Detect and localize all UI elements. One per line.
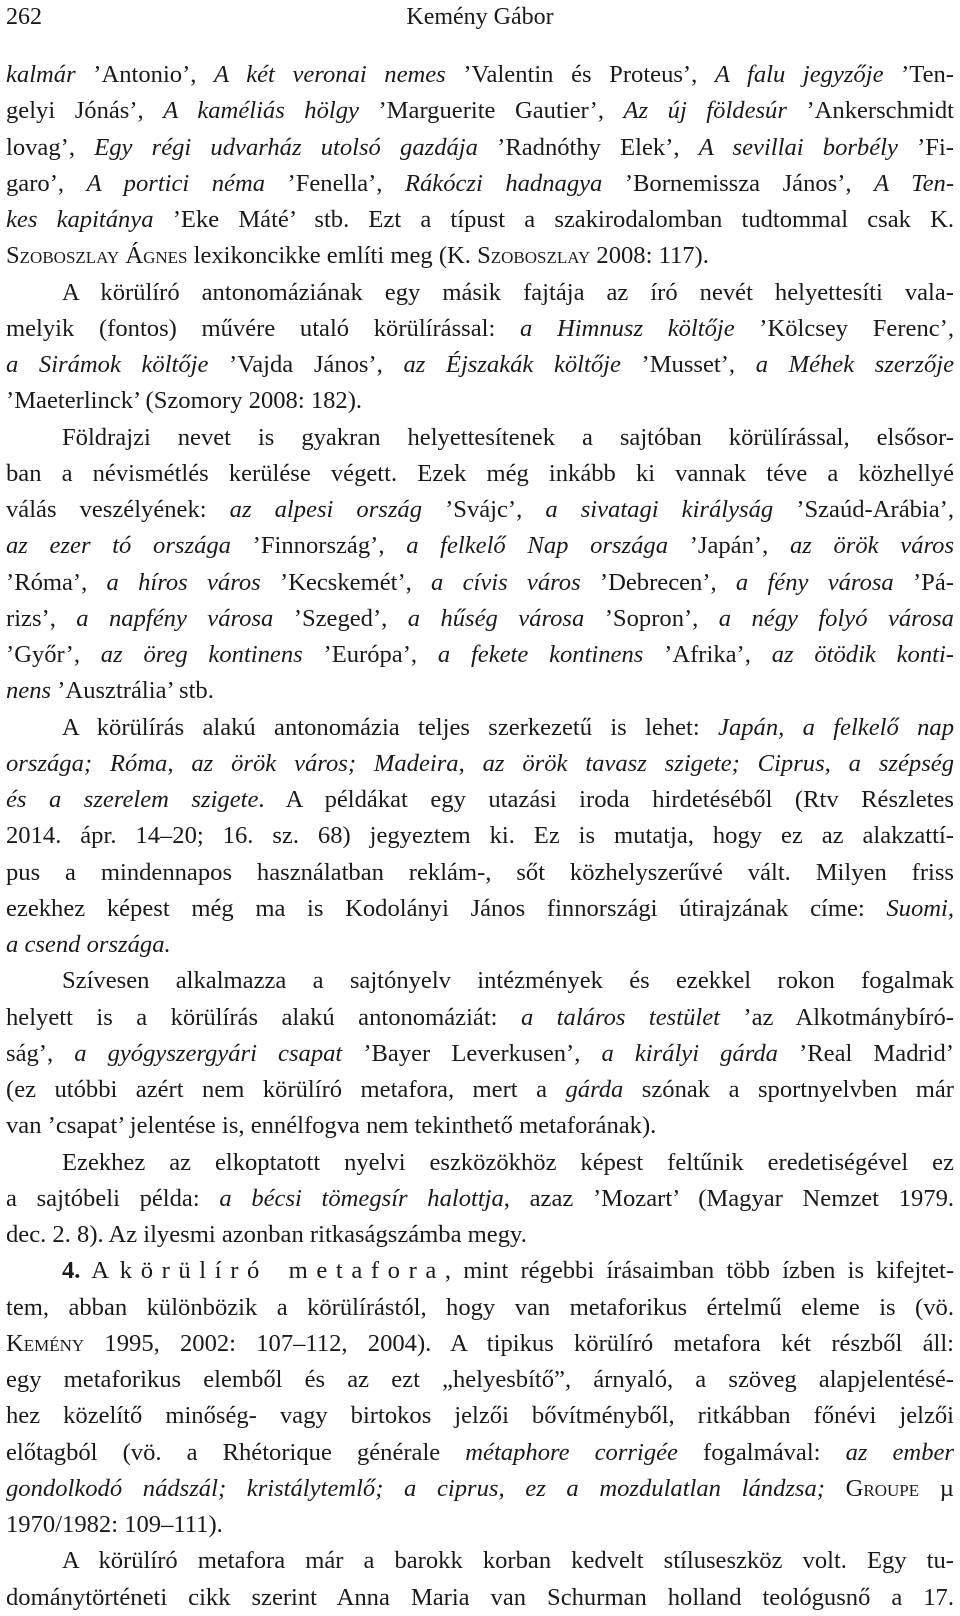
text-segment: ’az Alkotmánybíró- [719, 1003, 954, 1031]
small-caps-name: Szoboszlay [477, 242, 591, 270]
text-segment: ’Afrika’, [643, 641, 772, 668]
text-segment: ’Radnóthy Elek’, [477, 133, 699, 161]
text-line [0, 855, 960, 891]
italic-text: az ezer tó országa [6, 532, 231, 560]
italic-text: métaphore corrigée [465, 1438, 678, 1466]
text-segment: melyik (fontos) művére utaló körülírással: [6, 314, 520, 342]
italic-text: az örök város [789, 532, 955, 560]
text-segment: ’Antonio’, [75, 61, 215, 88]
text-line [0, 492, 960, 528]
italic-text: kes kapitánya [6, 206, 154, 233]
text-segment: szónak a sportnyelvben már [623, 1076, 954, 1103]
italic-text: országa; Róma, az örök város; Madeira, az örök tavasz szigete; Ciprus, a szépség [6, 749, 954, 777]
text-segment [825, 1475, 846, 1502]
text-segment: ’Róma’, [6, 568, 107, 596]
italic-text: az Éjszakák költője [403, 351, 621, 378]
text-segment: ság’, [6, 1039, 75, 1067]
text-segment: ’Svájc’, [422, 496, 546, 523]
italic-text: A Ten- [874, 169, 955, 197]
italic-text: gárda [565, 1076, 624, 1103]
text-segment: ’Valentin és Proteus’, [445, 61, 715, 88]
italic-text: Egy régi udvarház utolsó gazdája [94, 133, 478, 161]
italic-text: kalmár [6, 61, 76, 88]
text-line [0, 347, 960, 383]
text-line [0, 166, 960, 202]
text-segment: ’Maeterlinck’ (Szomory 2008: 182). [6, 387, 363, 415]
text-segment: ’Ankerschmidt [786, 97, 954, 125]
italic-text: A portici néma [86, 169, 266, 197]
italic-text: Suomi, [886, 894, 954, 922]
text-segment: , azaz ’Mozart’ (Magyar Nemzet 1979. [503, 1184, 955, 1212]
text-segment: lovag’, [6, 133, 95, 161]
text-line [0, 1326, 960, 1362]
text-segment: A [80, 1257, 120, 1285]
small-caps-name: Szoboszlay Ágnes [6, 242, 188, 270]
italic-text: az ötödik konti- [771, 641, 954, 668]
text-segment: ezekhez képest még ma is Kodolányi János finnországi útirajzának címe: [6, 894, 887, 922]
text-line [0, 891, 960, 927]
text-segment: µ [919, 1474, 954, 1502]
text-segment: egy metaforikus elemből és az ezt „helyesbítő”, árnyaló, a szöveg alapjelentésé- [6, 1366, 954, 1393]
text-line [0, 528, 960, 564]
italic-text: A sevillai borbély [698, 133, 898, 161]
text-segment: ’Debrecen’, [580, 568, 736, 596]
text-line [0, 1507, 960, 1543]
text-line [0, 710, 960, 746]
text-line [0, 311, 960, 347]
text-segment: A körülírás alakú antonomázia teljes szerkezetű is lehet: [62, 713, 719, 741]
italic-text: a fekete kontinens [437, 641, 644, 668]
text-segment: A körülíró antonomáziának egy másik fajtája az író nevét helyettesíti vala- [62, 278, 954, 306]
text-segment: Földrajzi nevet is gyakran helyettesítenek a sajtóban körülírással, elsősor- [62, 423, 954, 451]
text-segment: rizs’, [6, 604, 77, 632]
text-line [0, 202, 960, 238]
text-line [0, 673, 960, 709]
text-line [0, 1217, 960, 1253]
text-line [0, 238, 960, 274]
italic-text: Az új földesúr [623, 97, 787, 125]
text-line [0, 57, 960, 93]
italic-text: a Méhek szerzője [755, 351, 954, 378]
text-segment: ’Real Madrid’ [777, 1039, 954, 1067]
text-segment: dec. 2. 8). Az ilyesmi azonban ritkaságszámba megy. [6, 1221, 527, 1248]
text-segment: hez közelítő minőség- vagy birtokos jelzői bővítményből, ritkábban főnévi jelzői [6, 1402, 954, 1430]
text-segment: ’Fenella’, [265, 169, 405, 197]
text-segment: A körülíró metafora már a barokk korban kedvelt stíluseszköz volt. Egy tu- [62, 1547, 954, 1575]
italic-text: A falu jegyzője [714, 61, 884, 88]
italic-text: a csend országa. [6, 931, 171, 958]
text-line [0, 1072, 960, 1108]
text-segment: ’Kecskemét’, [260, 568, 432, 596]
italic-text: az öreg kontinens [100, 641, 303, 668]
text-segment: ’Bornemissza János’, [602, 169, 875, 197]
italic-text: és a szerelem szigete [6, 786, 259, 813]
text-segment: ’Eke Máté’ stb. Ezt a típust a szakirodalomban tudtommal csak K. [153, 206, 954, 233]
running-head: Kemény Gábor [406, 4, 554, 30]
text-segment: dománytörténeti cikk szerint Anna Maria van Schurman holland teológusnő a 17. [6, 1583, 954, 1611]
italic-text: a híros város [106, 568, 261, 596]
text-segment: ’Finnország’, [230, 532, 407, 560]
text-segment: Szívesen alkalmazza a sajtónyelv intézmények és ezekkel rokon fogalmak [62, 967, 954, 995]
page-number: 262 [6, 4, 42, 30]
text-line [0, 130, 960, 166]
spaced-term: körülíró metafora [119, 1257, 445, 1285]
text-line [0, 927, 960, 963]
text-segment: helyett is a körülírás alakú antonomáziát: [6, 1003, 521, 1031]
text-line [0, 963, 960, 999]
text-segment: ’Európa’, [302, 641, 438, 668]
text-segment: 2008: 117). [590, 242, 709, 270]
text-segment: ’Ten- [883, 61, 954, 88]
text-line [0, 1108, 960, 1144]
text-segment: 1995, 2002: 107–112, 2004). A tipikus körülíró metafora két részből áll: [84, 1329, 954, 1357]
text-line [0, 420, 960, 456]
page-header [0, 2, 960, 32]
text-segment: ’Fi- [897, 133, 954, 161]
text-segment: . A példákat egy utazási iroda hirdetéséből (Rtv Részletes [258, 786, 954, 813]
text-line [0, 565, 960, 601]
text-segment: ’Győr’, [6, 641, 101, 668]
text-line [0, 1000, 960, 1036]
italic-text: A két veronai nemes [214, 61, 446, 88]
small-caps-name: Groupe [845, 1474, 920, 1502]
text-line [0, 1580, 960, 1616]
text-line [0, 782, 960, 818]
text-line [0, 1398, 960, 1434]
italic-text: a napfény városa [76, 604, 274, 632]
text-segment: 2014. ápr. 14–20; 16. sz. 68) jegyeztem ki. Ez is mutatja, hogy ez az alakzattí- [6, 822, 954, 850]
text-segment: lexikoncikke említi meg (K. [187, 242, 478, 270]
italic-text: gondolkodó nádszál; kristálytemlő; a ciprus, ez a mozdulatlan lándzsa; [6, 1474, 825, 1502]
text-segment: , mint régebbi írásaimban több ízben is kifejtet- [444, 1257, 955, 1285]
italic-text: a felkelő Nap országa [406, 532, 669, 560]
italic-text: Japán, a felkelő nap [718, 713, 954, 741]
text-line [0, 1471, 960, 1507]
italic-text: a hűség városa [407, 604, 585, 632]
text-segment: ’Bayer Leverkusen’, [342, 1039, 602, 1067]
italic-text: nens [6, 677, 52, 705]
italic-text: a taláros testület [520, 1003, 720, 1031]
text-line [0, 1362, 960, 1398]
text-segment: ’Sopron’, [584, 604, 719, 632]
small-caps-name: Kemény [6, 1329, 85, 1357]
italic-text: a királyi gárda [601, 1039, 778, 1067]
text-segment: 1970/1982: 109–111). [6, 1511, 223, 1538]
italic-text: a sivatagi királyság [545, 496, 774, 523]
text-segment: gelyi Jónás’, [6, 97, 164, 125]
italic-text: a fény városa [735, 568, 894, 596]
text-line [0, 1543, 960, 1579]
text-segment: ’Vajda János’, [208, 351, 404, 378]
text-line [0, 93, 960, 129]
text-line [0, 601, 960, 637]
text-line [0, 1145, 960, 1181]
text-line [0, 637, 960, 673]
text-line [0, 383, 960, 419]
text-line [0, 275, 960, 311]
italic-text: Rákóczi hadnagya [404, 169, 603, 197]
text-segment: ’Pá- [893, 568, 954, 596]
italic-text: a gyógyszergyári csapat [74, 1039, 343, 1067]
text-segment: ban a névismétlés kerülése végett. Ezek még inkább ki vannak téve a közhellyé [6, 459, 954, 487]
text-segment: ’Szeged’, [273, 604, 408, 632]
text-line [0, 1036, 960, 1072]
text-segment: ’Szaúd-Arábia’, [773, 496, 954, 523]
section-number: 4. [62, 1257, 81, 1285]
text-segment: tem, abban különbözik a körülírástól, hogy van metaforikus értelmű eleme is (vö. [6, 1293, 954, 1321]
italic-text: A kaméliás hölgy [163, 97, 359, 125]
italic-text: a cívis város [431, 568, 581, 596]
italic-text: az ember [845, 1438, 954, 1466]
text-line [0, 1181, 960, 1217]
italic-text: az alpesi ország [229, 496, 423, 523]
text-segment: ’Marguerite Gautier’, [358, 97, 624, 125]
text-line [0, 1290, 960, 1326]
italic-text: a bécsi tömegsír halottja [219, 1184, 504, 1212]
italic-text: a négy folyó városa [718, 604, 954, 632]
text-segment: (ez utóbbi azért nem körülíró metafora, mert a [6, 1076, 566, 1103]
text-segment: ’Kölcsey Ferenc’, [734, 314, 954, 342]
text-segment: van ’csapat’ jelentése is, ennélfogva nem tekinthető metaforának). [6, 1112, 657, 1140]
text-segment: ’Japán’, [668, 532, 790, 560]
text-segment: válás veszélyének: [6, 496, 230, 523]
italic-text: a Sirámok költője [6, 351, 209, 378]
text-line [0, 456, 960, 492]
text-segment: Ezekhez az elkoptatott nyelvi eszközökhöz képest feltűnik eredetiségével ez [62, 1148, 954, 1176]
text-segment: előtagból (vö. a Rhétorique générale [6, 1438, 466, 1466]
text-line [0, 1435, 960, 1471]
text-segment: a sajtóbeli példa: [6, 1184, 220, 1212]
text-segment: fogalmával: [677, 1438, 846, 1466]
text-segment: garo’, [6, 169, 87, 197]
text-segment: ’Ausztrália’ stb. [51, 677, 214, 705]
text-line [0, 1253, 960, 1289]
text-segment: pus a mindennapos használatban reklám-, sőt közhelyszerűvé vált. Milyen friss [6, 858, 954, 886]
italic-text: a Himnusz költője [520, 314, 735, 342]
text-segment: ’Musset’, [620, 351, 756, 378]
body-text [0, 57, 960, 1616]
text-line [0, 818, 960, 854]
text-line [0, 746, 960, 782]
